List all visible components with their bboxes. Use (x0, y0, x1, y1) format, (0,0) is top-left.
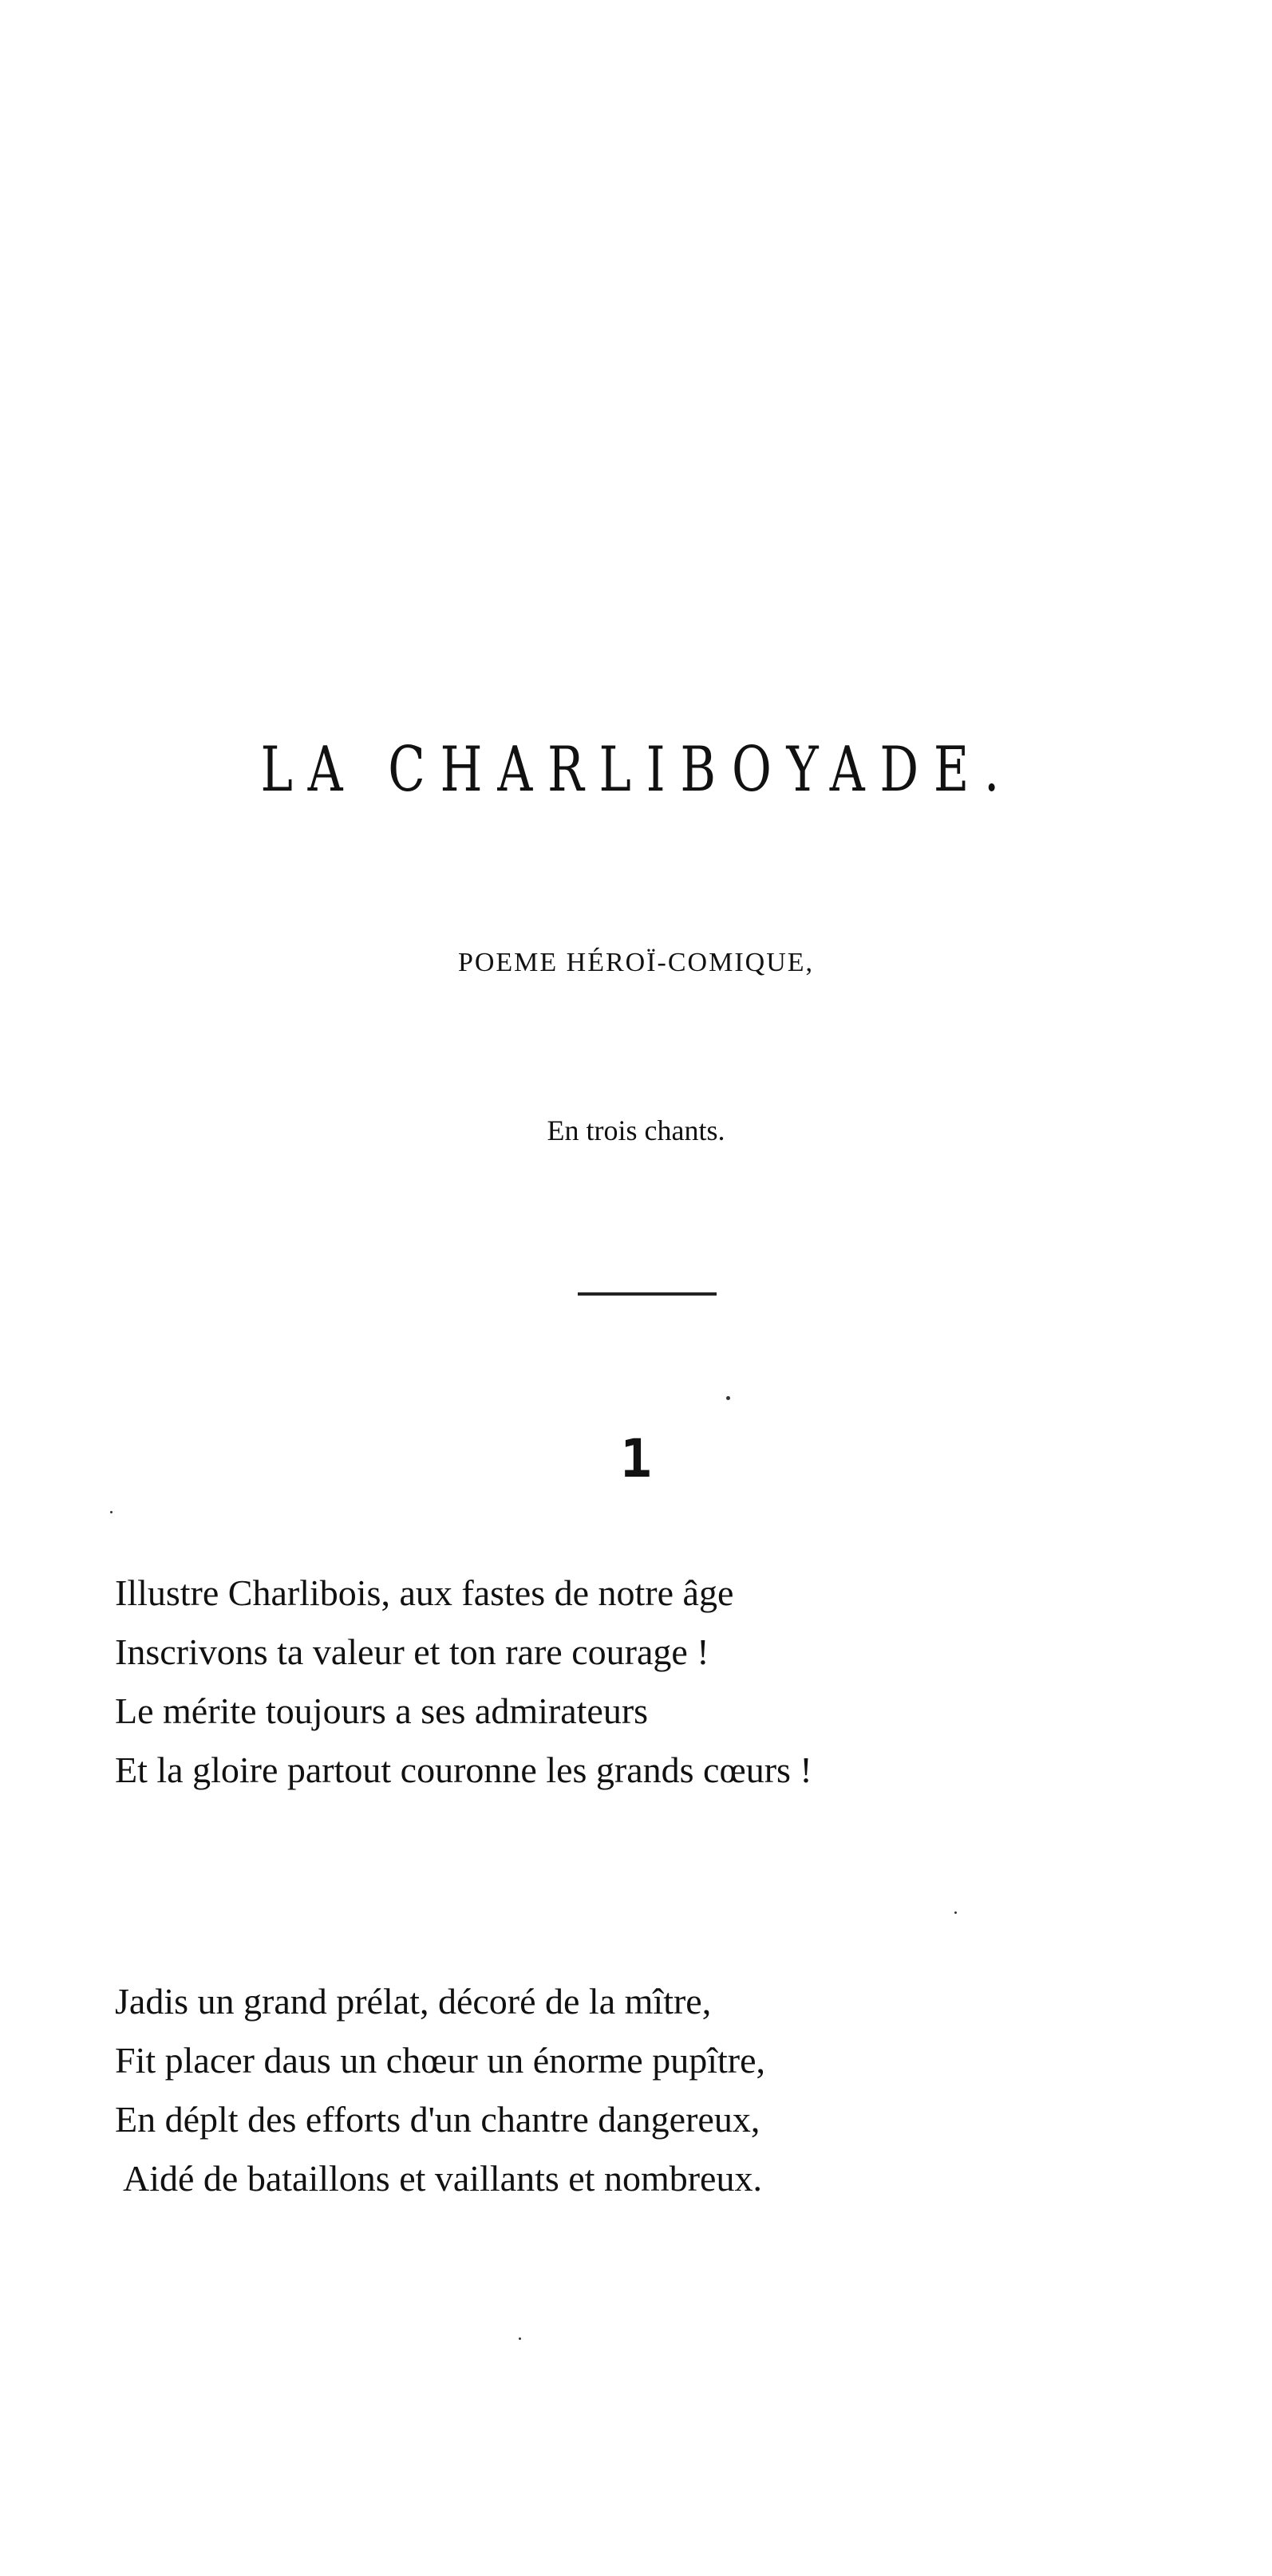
print-speck (726, 1396, 730, 1400)
verse-line: Et la gloire partout couronne les grands cœurs ! (115, 1750, 812, 1790)
divider-rule (578, 1292, 717, 1296)
verse-line: Aidé de bataillons et vaillants et nombreux. (123, 2158, 762, 2199)
stanza (115, 1972, 765, 2208)
canto-number: 1 (620, 1428, 652, 1489)
verse-line: Inscrivons ta valeur et ton rare courage ! (115, 1631, 709, 1672)
verse-line: Jadis un grand prélat, décoré de la mître, (115, 1981, 712, 2022)
poem-subtitle: POEME HÉROÏ-COMIQUE, (457, 948, 815, 977)
verse-line: En déplt des efforts d'un chantre dangereux, (115, 2099, 760, 2140)
print-speck (519, 2337, 521, 2340)
verse-line: Le mérite toujours a ses admirateurs (115, 1690, 649, 1731)
verse-line: Fit placer daus un chœur un énorme pupître, (115, 2040, 765, 2081)
poem-title: LA CHARLIBOYADE. (260, 734, 1015, 806)
print-speck (110, 1511, 113, 1513)
verse-line: Illustre Charlibois, aux fastes de notre âge (115, 1572, 734, 1613)
stanza (115, 1564, 812, 1800)
poem-subsubtitle: En trois chants. (547, 1114, 725, 1146)
print-speck (954, 1911, 957, 1914)
